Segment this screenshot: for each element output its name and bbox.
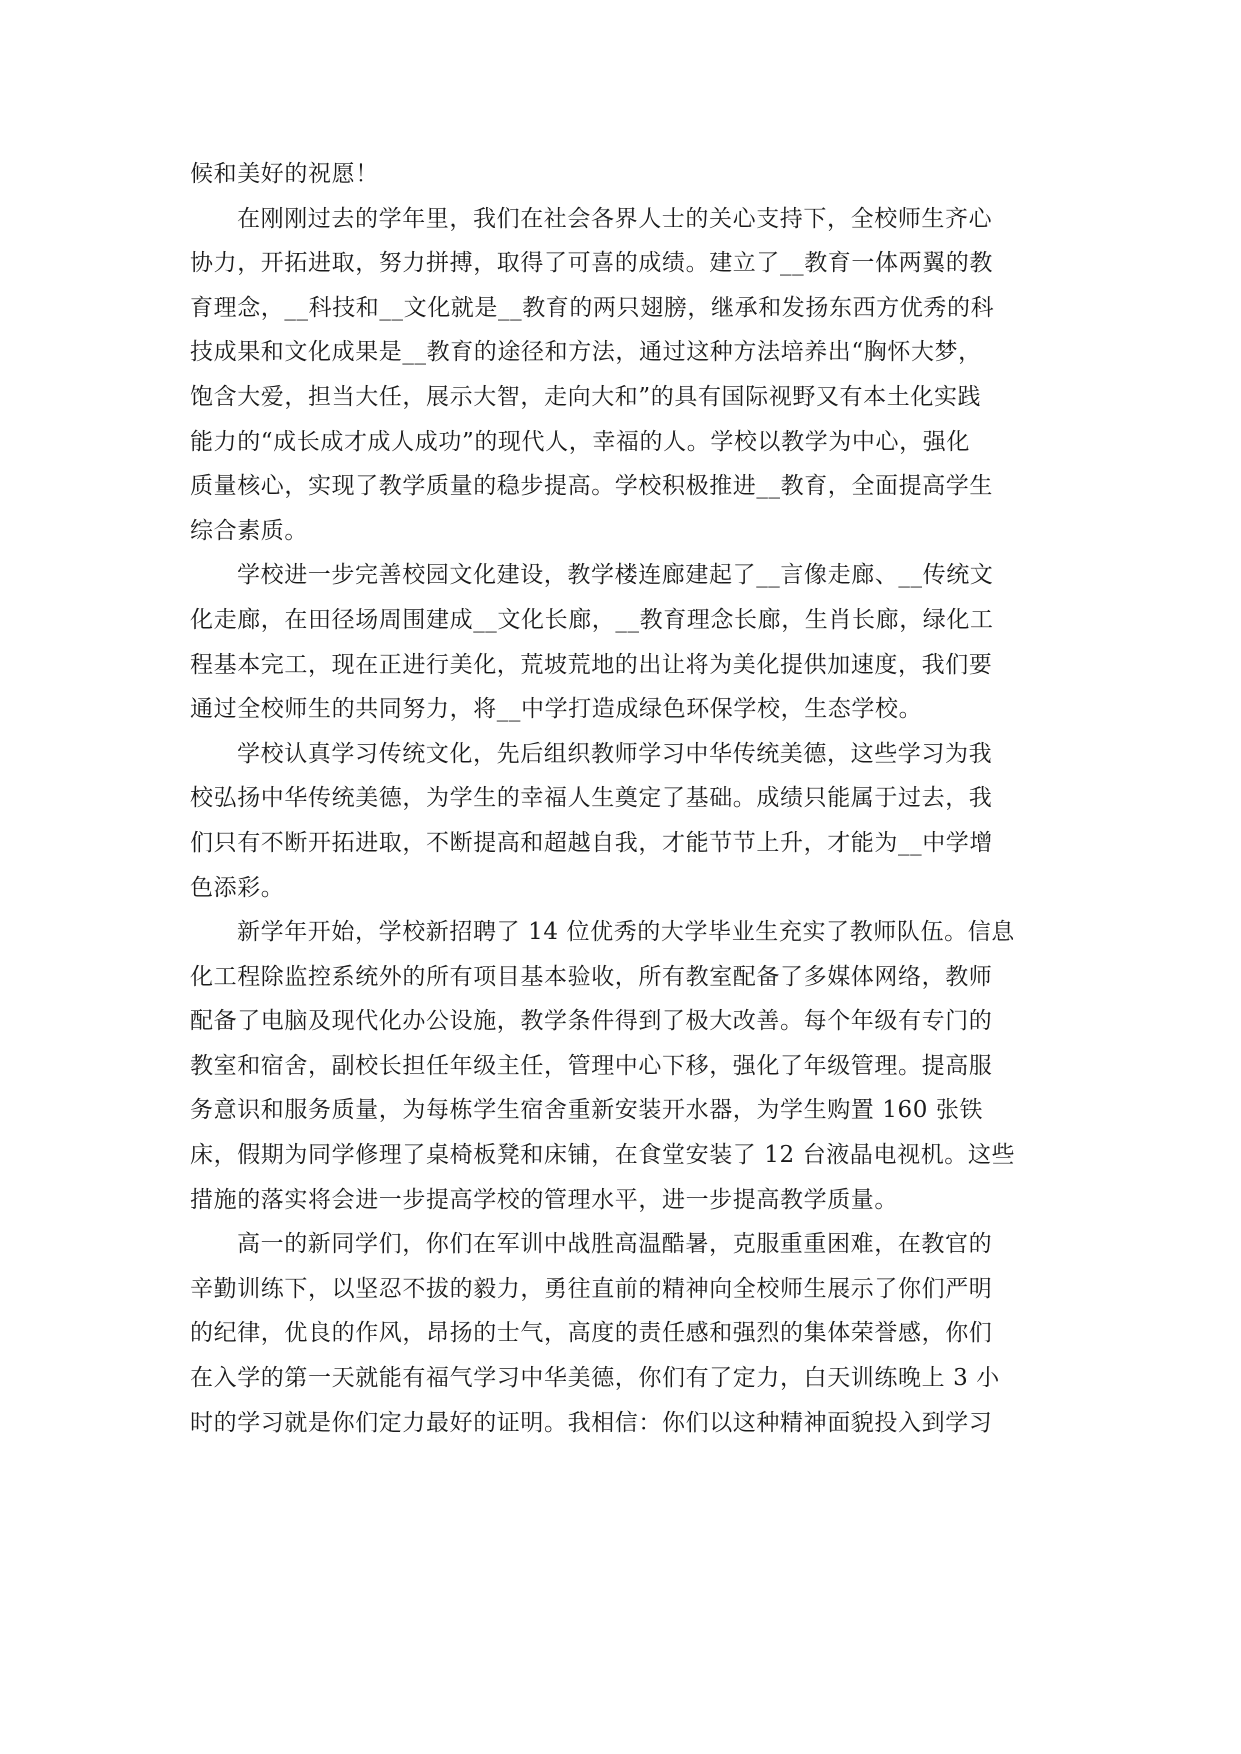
text-line: 化工程除监控系统外的所有项目基本验收，所有教室配备了多媒体网络，教师 [190,963,993,990]
text-line: 通过全校师生的共同努力，将__中学打造成绿色环保学校，生态学校。 [190,696,923,723]
text-line: 们只有不断开拓进取，不断提高和超越自我，才能节节上升，才能为__中学增 [190,829,993,856]
paragraph-first-line: 学校认真学习传统文化，先后组织教师学习中华传统美德，这些学习为我 [237,740,993,767]
text-line: 务意识和服务质量，为每栋学生宿舍重新安装开水器，为学生购置 160 张铁 [190,1097,984,1124]
paragraph-first-line: 高一的新同学们，你们在军训中战胜高温酷暑，克服重重困难，在教官的 [237,1231,993,1258]
text-line: 教室和宿舍，副校长担任年级主任，管理中心下移，强化了年级管理。提高服 [190,1052,993,1079]
text-line: 程基本完工，现在正进行美化，荒坡荒地的出让将为美化提供加速度，我们要 [190,651,993,678]
text-line: 饱含大爱，担当大任，展示大智，走向大和”的具有国际视野又有本土化实践 [190,383,982,410]
text-line: 的纪律，优良的作风，昂扬的士气，高度的责任感和强烈的集体荣誉感，你们 [190,1320,993,1347]
text-line: 质量核心，实现了教学质量的稳步提高。学校积极推进__教育，全面提高学生 [190,473,993,500]
text-line: 校弘扬中华传统美德，为学生的幸福人生奠定了基础。成绩只能属于过去，我 [190,785,993,812]
text-line: 能力的“成长成才成人成功”的现代人，幸福的人。学校以教学为中心，强化 [190,428,970,455]
document-body-text [190,152,1050,1445]
paragraph-first-line: 在刚刚过去的学年里，我们在社会各界人士的关心支持下，全校师生齐心 [237,205,993,232]
text-line: 协力，开拓进取，努力拼搏，取得了可喜的成绩。建立了__教育一体两翼的教 [190,250,993,277]
text-line: 候和美好的祝愿！ [190,161,379,187]
text-line: 时的学习就是你们定力最好的证明。我相信：你们以这种精神面貌投入到学习 [190,1409,993,1436]
text-line: 床，假期为同学修理了桌椅板凳和床铺，在食堂安装了 12 台液晶电视机。这些 [190,1142,1016,1169]
text-line: 配备了电脑及现代化办公设施，教学条件得到了极大改善。每个年级有专门的 [190,1008,993,1035]
text-line: 综合素质。 [190,517,308,544]
text-line: 色添彩。 [190,874,285,901]
text-line: 育理念，__科技和__文化就是__教育的两只翅膀，继承和发扬东西方优秀的科 [190,294,995,321]
paragraph-first-line: 学校进一步完善校园文化建设，教学楼连廊建起了__言像走廊、__传统文 [237,562,994,589]
text-line: 措施的落实将会进一步提高学校的管理水平，进一步提高教学质量。 [190,1186,898,1213]
text-line: 在入学的第一天就能有福气学习中华美德，你们有了定力，白天训练晚上 3 小 [190,1365,1000,1392]
paragraph-first-line: 新学年开始，学校新招聘了 14 位优秀的大学毕业生充实了教师队伍。信息 [237,919,1015,946]
text-line: 辛勤训练下，以坚忍不拔的毅力，勇往直前的精神向全校师生展示了你们严明 [190,1275,993,1302]
text-line: 化走廊，在田径场周围建成__文化长廊，__教育理念长廊，生肖长廊，绿化工 [190,606,994,633]
text-line: 技成果和文化成果是__教育的途径和方法，通过这种方法培养出“胸怀大梦， [190,339,982,366]
